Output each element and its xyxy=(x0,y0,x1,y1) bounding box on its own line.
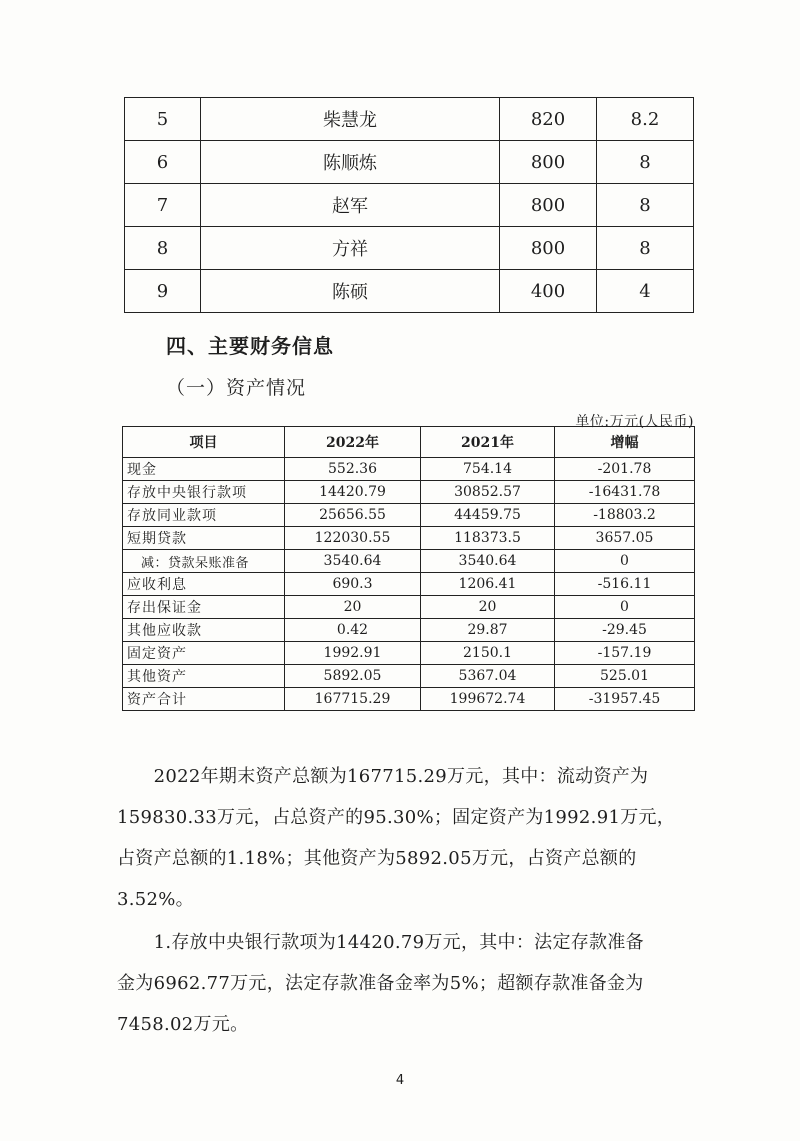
asset-item: 其他应收款 xyxy=(123,619,285,642)
asset-2022: 552.36 xyxy=(285,458,421,481)
asset-row xyxy=(123,642,695,665)
sub-heading: （一）资产情况 xyxy=(166,377,307,399)
page-number: 4 xyxy=(395,1073,405,1088)
shareholder-name: 柴慧龙 xyxy=(201,98,500,141)
asset-item: 资产合计 xyxy=(123,688,285,711)
asset-item: 减：贷款呆账准备 xyxy=(123,550,285,573)
shareholder-amount: 400 xyxy=(500,270,597,313)
header-2021: 2021年 xyxy=(421,427,555,458)
asset-item: 其他资产 xyxy=(123,665,285,688)
shareholder-amount: 800 xyxy=(500,184,597,227)
asset-2021: 1206.41 xyxy=(421,573,555,596)
shareholder-table xyxy=(124,97,694,313)
asset-item: 短期贷款 xyxy=(123,527,285,550)
shareholder-name: 陈硕 xyxy=(201,270,500,313)
asset-item: 应收利息 xyxy=(123,573,285,596)
shareholder-row xyxy=(125,141,694,184)
asset-row xyxy=(123,665,695,688)
asset-row xyxy=(123,458,695,481)
asset-2022: 20 xyxy=(285,596,421,619)
asset-row xyxy=(123,527,695,550)
asset-2022: 122030.55 xyxy=(285,527,421,550)
shareholder-ratio: 8 xyxy=(597,184,694,227)
paragraph-line: 3.52%。 xyxy=(117,889,194,910)
asset-row xyxy=(123,596,695,619)
shareholder-name: 陈顺炼 xyxy=(201,141,500,184)
paragraph-line: 2022年期末资产总额为167715.29万元，其中：流动资产为 xyxy=(117,766,649,787)
asset-2022: 3540.64 xyxy=(285,550,421,573)
asset-change: 0 xyxy=(555,550,695,573)
shareholder-ratio: 8 xyxy=(597,141,694,184)
asset-change: -157.19 xyxy=(555,642,695,665)
asset-2021: 5367.04 xyxy=(421,665,555,688)
shareholder-row xyxy=(125,184,694,227)
asset-change: -16431.78 xyxy=(555,481,695,504)
paragraph-total-assets xyxy=(117,756,707,920)
asset-2021: 3540.64 xyxy=(421,550,555,573)
paragraph-line: 1.存放中央银行款项为14420.79万元，其中：法定存款准备 xyxy=(117,932,644,953)
asset-2021: 118373.5 xyxy=(421,527,555,550)
asset-change: 3657.05 xyxy=(555,527,695,550)
header-change: 增幅 xyxy=(555,427,695,458)
unit-note: 单位:万元(人民币) xyxy=(575,414,694,430)
shareholder-name: 方祥 xyxy=(201,227,500,270)
asset-2022: 1992.91 xyxy=(285,642,421,665)
section-heading: 四、主要财务信息 xyxy=(166,334,334,358)
asset-change: -18803.2 xyxy=(555,504,695,527)
shareholder-ratio: 4 xyxy=(597,270,694,313)
asset-2021: 2150.1 xyxy=(421,642,555,665)
shareholder-name: 赵军 xyxy=(201,184,500,227)
asset-item: 现金 xyxy=(123,458,285,481)
asset-item: 存放同业款项 xyxy=(123,504,285,527)
shareholder-row xyxy=(125,98,694,141)
paragraph-line: 7458.02万元。 xyxy=(117,1014,249,1035)
asset-row xyxy=(123,481,695,504)
paragraph-line: 占资产总额的1.18%；其他资产为5892.05万元，占资产总额的 xyxy=(117,848,637,869)
shareholder-no: 6 xyxy=(125,141,201,184)
paragraph-line: 159830.33万元，占总资产的95.30%；固定资产为1992.91万元， xyxy=(117,807,676,828)
header-2022: 2022年 xyxy=(285,427,421,458)
asset-2022: 25656.55 xyxy=(285,504,421,527)
asset-change: -29.45 xyxy=(555,619,695,642)
asset-2021: 20 xyxy=(421,596,555,619)
asset-2021: 29.87 xyxy=(421,619,555,642)
asset-table-body xyxy=(123,458,695,711)
shareholder-ratio: 8 xyxy=(597,227,694,270)
asset-row xyxy=(123,504,695,527)
shareholder-amount: 800 xyxy=(500,227,597,270)
shareholder-amount: 820 xyxy=(500,98,597,141)
asset-row xyxy=(123,619,695,642)
asset-change: -516.11 xyxy=(555,573,695,596)
asset-change: 525.01 xyxy=(555,665,695,688)
asset-2021: 754.14 xyxy=(421,458,555,481)
asset-row xyxy=(123,688,695,711)
asset-2021: 30852.57 xyxy=(421,481,555,504)
shareholder-amount: 800 xyxy=(500,141,597,184)
asset-item: 固定资产 xyxy=(123,642,285,665)
asset-2021: 44459.75 xyxy=(421,504,555,527)
asset-row xyxy=(123,550,695,573)
paragraph-line: 金为6962.77万元，法定存款准备金率为5%；超额存款准备金为 xyxy=(117,973,644,994)
asset-item: 存放中央银行款项 xyxy=(123,481,285,504)
shareholder-no: 7 xyxy=(125,184,201,227)
shareholder-row xyxy=(125,270,694,313)
header-item: 项目 xyxy=(123,427,285,458)
shareholder-no: 9 xyxy=(125,270,201,313)
asset-2022: 0.42 xyxy=(285,619,421,642)
asset-change: 0 xyxy=(555,596,695,619)
asset-table-header-row xyxy=(123,427,695,458)
asset-change: -31957.45 xyxy=(555,688,695,711)
asset-2022: 167715.29 xyxy=(285,688,421,711)
shareholder-table-body xyxy=(125,98,694,313)
asset-2022: 690.3 xyxy=(285,573,421,596)
shareholder-ratio: 8.2 xyxy=(597,98,694,141)
paragraph-central-bank xyxy=(117,922,707,1045)
shareholder-no: 8 xyxy=(125,227,201,270)
asset-table xyxy=(122,426,695,711)
asset-change: -201.78 xyxy=(555,458,695,481)
shareholder-row xyxy=(125,227,694,270)
asset-item: 存出保证金 xyxy=(123,596,285,619)
asset-2021: 199672.74 xyxy=(421,688,555,711)
asset-2022: 5892.05 xyxy=(285,665,421,688)
asset-2022: 14420.79 xyxy=(285,481,421,504)
shareholder-no: 5 xyxy=(125,98,201,141)
asset-row xyxy=(123,573,695,596)
